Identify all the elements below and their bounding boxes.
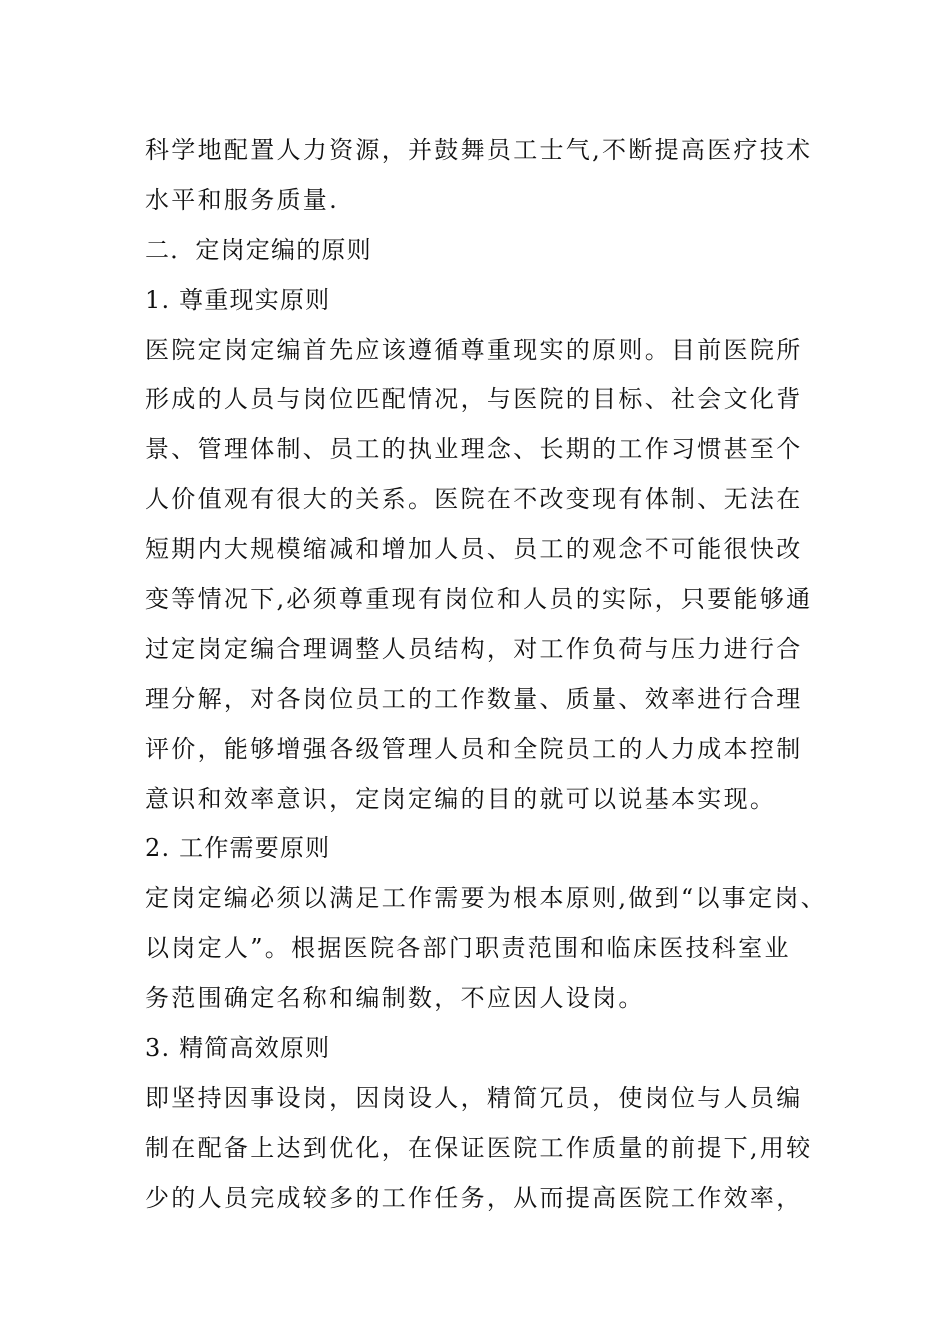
text-line: 变等情况下,必须尊重现有岗位和人员的实际，只要能够通	[145, 585, 813, 614]
subsection-heading: 1. 尊重现实原则	[145, 285, 331, 314]
text-line: 科学地配置人力资源，并鼓舞员工士气,不断提高医疗技术	[145, 136, 813, 164]
text-line: 水平和服务质量.	[145, 185, 340, 214]
text-line: 定岗定编必须以满足工作需要为根本原则,做到“以事定岗、	[145, 884, 827, 913]
text-line: 以岗定人”。根据医院各部门职责范围和临床医技科室业	[145, 934, 791, 963]
document-body	[145, 126, 825, 1224]
text-line: 务范围确定名称和编制数，不应因人设岗。	[145, 984, 645, 1013]
text-line: 医院定岗定编首先应该遵循尊重现实的原则。目前医院所	[145, 335, 803, 364]
section-heading: 二．定岗定编的原则	[145, 235, 372, 264]
text-line: 过定岗定编合理调整人员结构，对工作负荷与压力进行合	[145, 634, 803, 663]
text-line: 少的人员完成较多的工作任务，从而提高医院工作效率，	[145, 1183, 803, 1212]
text-line: 即坚持因事设岗，因岗设人，精简冗员，使岗位与人员编	[145, 1083, 803, 1112]
text-line: 短期内大规模缩减和增加人员、员工的观念不可能很快改	[145, 535, 803, 564]
text-line: 制在配备上达到优化，在保证医院工作质量的前提下,用较	[145, 1133, 813, 1162]
text-line: 理分解，对各岗位员工的工作数量、质量、效率进行合理	[145, 684, 803, 713]
text-line: 形成的人员与岗位匹配情况，与医院的目标、社会文化背	[145, 385, 803, 414]
subsection-heading: 3. 精简高效原则	[145, 1034, 331, 1063]
text-line: 评价，能够增强各级管理人员和全院员工的人力成本控制	[145, 734, 803, 763]
subsection-heading: 2. 工作需要原则	[145, 834, 331, 863]
text-line: 意识和效率意识，定岗定编的目的就可以说基本实现。	[145, 784, 777, 813]
text-line: 人价值观有很大的关系。医院在不改变现有体制、无法在	[145, 485, 803, 514]
text-line: 景、管理体制、员工的执业理念、长期的工作习惯甚至个	[145, 435, 803, 464]
